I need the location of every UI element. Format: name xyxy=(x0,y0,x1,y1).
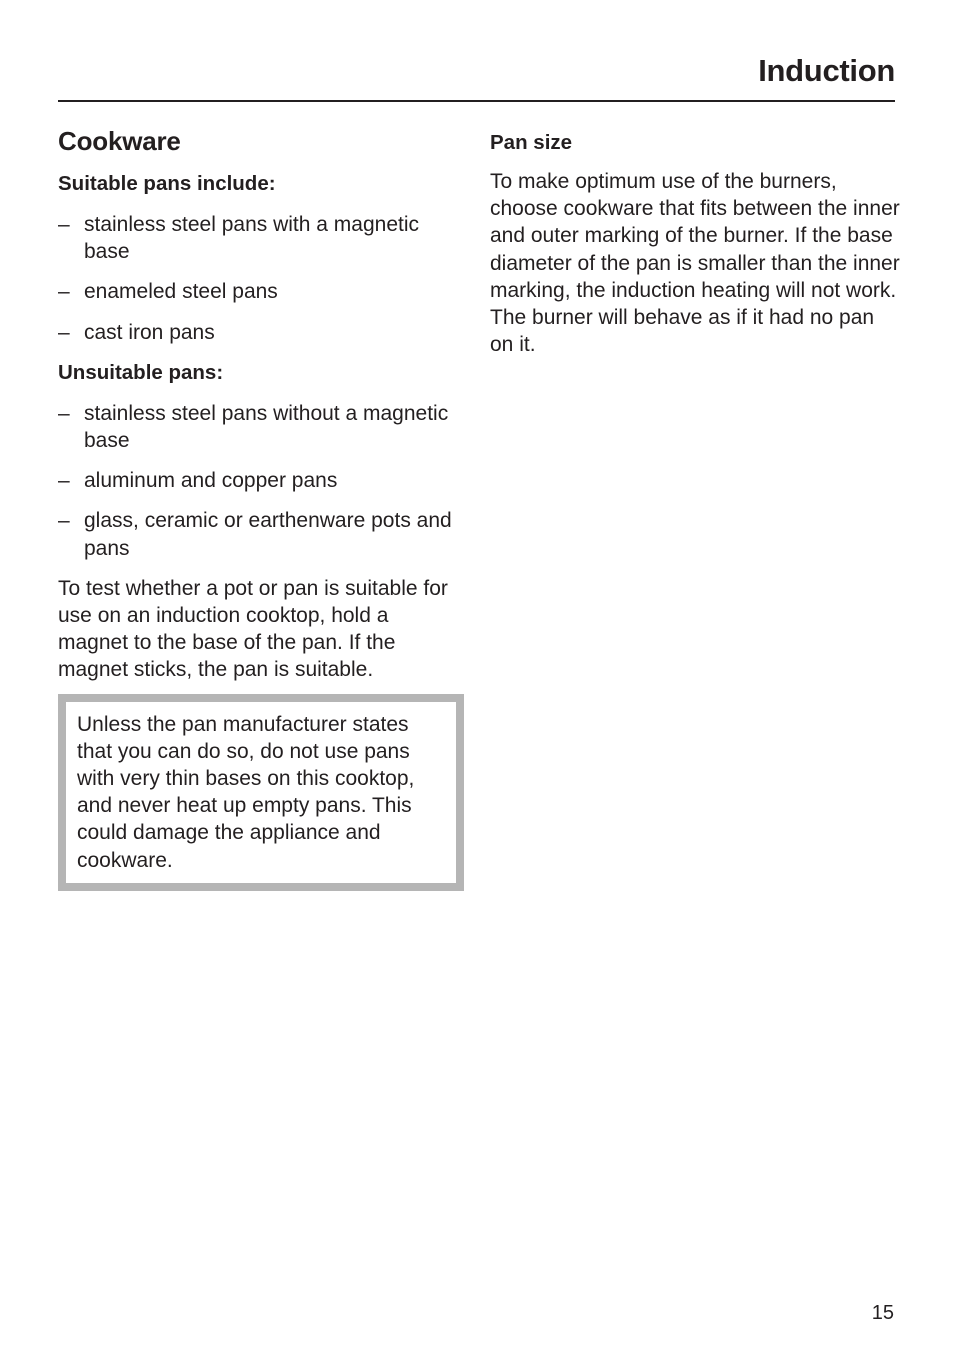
list-item-text: aluminum and copper pans xyxy=(84,469,338,493)
unsuitable-pans-list xyxy=(58,400,464,562)
list-item-text: glass, ceramic or earthenware pots and pans xyxy=(84,509,452,560)
section-title-cookware: Cookware xyxy=(58,126,181,156)
list-item xyxy=(58,400,464,454)
header-divider xyxy=(58,100,895,102)
list-item xyxy=(58,319,464,346)
dash-bullet: – xyxy=(58,213,70,236)
left-column xyxy=(58,124,464,891)
page-number: 15 xyxy=(871,1302,894,1324)
dash-bullet: – xyxy=(58,509,70,533)
list-item xyxy=(58,467,464,494)
pan-size-paragraph: To make optimum use of the burners, choose cookware that fits between the inner and outer marking of the burner. If the base diameter of the pan is smaller than the inner marking, the induction heating will not work. The burner will behave as if it had no pan on it. xyxy=(490,170,900,357)
warning-note-text: Unless the pan manufacturer states that you can do so, do not use pans with very thin bases on this cooktop, and never heat up empty pans. This could damage the appliance and cookware. xyxy=(77,712,415,872)
dash-bullet: – xyxy=(58,401,70,425)
unsuitable-pans-heading: Unsuitable pans: xyxy=(58,360,224,384)
dash-bullet: – xyxy=(58,320,70,344)
page-title: Induction xyxy=(758,53,895,88)
list-item-text: stainless steel pans without a magnetic base xyxy=(84,401,449,453)
pan-size-heading: Pan size xyxy=(490,131,573,154)
warning-note-box xyxy=(58,694,464,891)
list-item xyxy=(58,211,464,265)
suitable-pans-heading: Suitable pans include: xyxy=(58,172,276,195)
list-item-text: enameled steel pans xyxy=(84,280,278,304)
list-item xyxy=(58,278,464,305)
list-item-text: cast iron pans xyxy=(84,320,215,344)
list-item-text: stainless steel pans with a magnetic base xyxy=(84,213,420,264)
right-column xyxy=(490,129,900,358)
dash-bullet: – xyxy=(58,469,70,493)
suitable-pans-list xyxy=(58,211,464,346)
list-item xyxy=(58,507,464,561)
magnet-test-paragraph: To test whether a pot or pan is suitable for use on an induction cooktop, hold a magnet to the base of the pan. If the magnet sticks, the pan is suitable. xyxy=(58,576,448,682)
dash-bullet: – xyxy=(58,280,70,304)
